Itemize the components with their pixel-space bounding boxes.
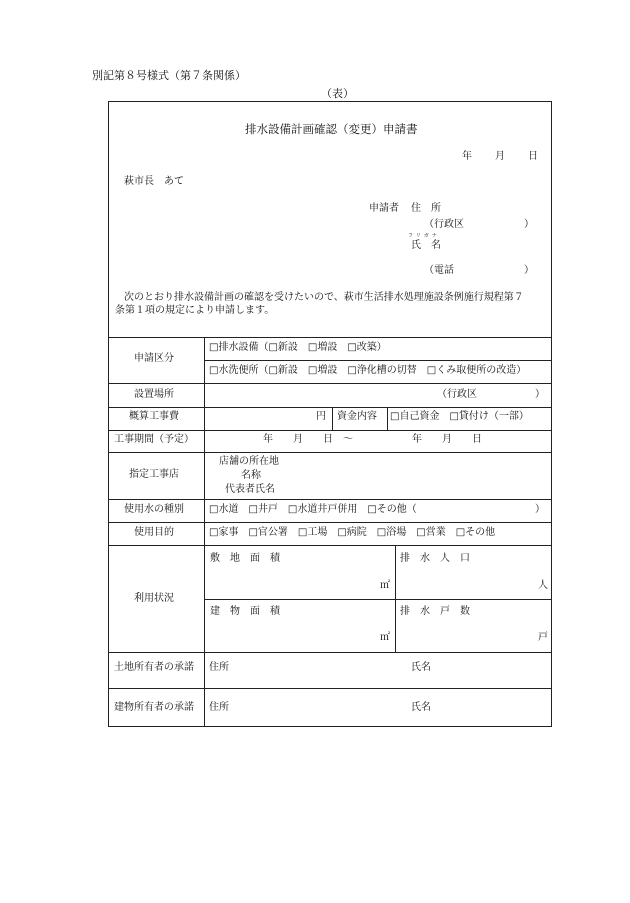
location-district: （行政区: [437, 389, 477, 400]
rule-line: [109, 383, 551, 384]
furigana-label: フリガナ: [408, 233, 440, 239]
page-title: 排水設備計画確認（変更）申請書: [245, 122, 418, 136]
usage-label: 利用状況: [134, 593, 174, 604]
rule-line: [109, 688, 551, 689]
applicant-district-close: ）: [524, 219, 534, 230]
application-type-option-1: □排水設備（□新設 □増設 □改築）: [209, 342, 387, 353]
rule-line: [204, 599, 551, 600]
date-month: 月: [495, 151, 505, 162]
rule-line: [109, 430, 551, 431]
land-owner-name: 氏名: [411, 662, 431, 673]
period-end: 年 月 日: [412, 434, 482, 445]
date-day: 日: [528, 151, 538, 162]
intro-line-2: 条第１項の規定により申請します。: [115, 305, 275, 316]
site-area-unit: ㎡: [380, 580, 390, 591]
contractor-location: 店舗の所在地: [219, 456, 279, 467]
building-area-unit: ㎡: [380, 632, 390, 643]
rule-line: [109, 337, 551, 338]
rule-line: [204, 337, 205, 726]
rule-line: [204, 360, 551, 361]
contractor-label: 指定工事店: [129, 469, 179, 480]
applicant-phone: （電話: [424, 265, 454, 276]
water-type-options: □水道 □井戸 □水道井戸併用 □その他（: [209, 504, 417, 515]
application-type-label: 申請区分: [134, 353, 174, 364]
household-unit: 戸: [538, 632, 548, 643]
building-owner-label: 建物所有者の承諾: [114, 702, 194, 713]
contractor-representative: 代表者氏名: [225, 484, 275, 495]
building-area-label: 建 物 面 積: [210, 606, 280, 617]
applicant-name-label: 氏 名: [411, 240, 441, 251]
applicant-address-label: 住 所: [411, 203, 441, 214]
land-owner-address: 住所: [209, 662, 229, 673]
rule-line: [332, 407, 333, 430]
intro-line-1: 次のとおり排水設備計画の確認を受けたいので、萩市生活排水処理施設条例施行規程第７: [124, 292, 524, 303]
purpose-label: 使用目的: [134, 527, 174, 538]
building-owner-name: 氏名: [411, 702, 431, 713]
contractor-name: 名称: [241, 470, 261, 481]
cost-label: 概算工事費: [129, 411, 179, 422]
funding-options: □自己資金 □貸付け（一部）: [390, 411, 529, 422]
rule-line: [109, 522, 551, 523]
rule-line: [387, 407, 388, 430]
period-start: 年 月 日 〜: [263, 434, 353, 445]
drain-population-label: 排 水 人 口: [400, 553, 470, 564]
location-label: 設置場所: [134, 389, 174, 400]
applicant-phone-close: ）: [524, 265, 534, 276]
rule-line: [109, 545, 551, 546]
rule-line: [109, 407, 551, 408]
applicant-district: （行政区: [424, 219, 464, 230]
site-area-label: 敷 地 面 積: [210, 553, 280, 564]
land-owner-label: 土地所有者の承諾: [114, 662, 194, 673]
addressee: 萩市長 あて: [124, 176, 184, 187]
water-type-close: ）: [535, 504, 545, 515]
building-owner-address: 住所: [209, 702, 229, 713]
form-label: 別記第８号様式（第７条関係）: [92, 69, 246, 82]
cost-unit: 円: [316, 411, 326, 422]
side-label: （表）: [321, 87, 354, 100]
applicant-label: 申請者: [369, 203, 399, 214]
funding-label: 資金内容: [337, 411, 377, 422]
purpose-options: □家事 □官公署 □工場 □病院 □浴場 □営業 □その他: [209, 527, 496, 538]
rule-line: [109, 499, 551, 500]
rule-line: [109, 452, 551, 453]
date-year: 年: [462, 151, 472, 162]
rule-line: [395, 545, 396, 652]
location-close: ）: [535, 389, 545, 400]
population-unit: 人: [538, 580, 548, 591]
application-type-option-2: □水洗便所（□新設 □増設 □浄化槽の切替 □くみ取便所の改造）: [209, 365, 527, 376]
drain-households-label: 排 水 戸 数: [400, 606, 470, 617]
rule-line: [109, 652, 551, 653]
water-type-label: 使用水の種別: [124, 504, 184, 515]
period-label: 工事期間（予定）: [114, 434, 194, 445]
